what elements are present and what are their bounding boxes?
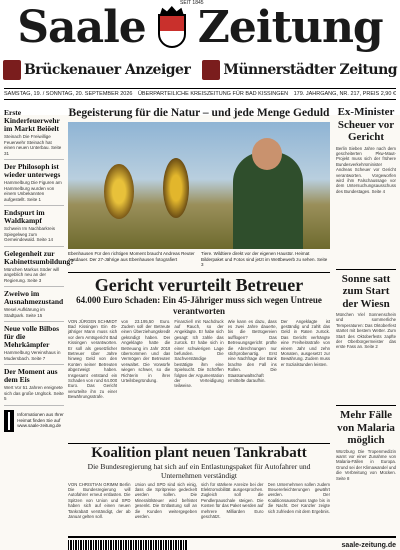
sub-masthead-1-name: Brückenauer Anzeiger (23, 62, 191, 78)
teaser-text: Schwein Im Nachbarkreis Spiegelweg zum Gemeindewald. Seite 14 (4, 226, 56, 242)
teaser-item[interactable] (4, 287, 64, 322)
teaser-item[interactable] (4, 160, 64, 206)
edition-issue: 179. JAHRGANG, NR. 217, PREIS 2,90 € (293, 91, 396, 97)
teaser-text: München Markus Söder will angeblich neu an der Regierung. Seite 3 (4, 266, 60, 283)
teaser-head: Endspurt im Waldkampf (4, 208, 45, 225)
left-column (4, 106, 75, 550)
article-column: Wie kann es dazu, dass es zwei Jahre dauerte, bis die Betrügereien aufflogen? Das Betreuungsgericht prüfte die Abrechnungen nur stichprobenartig. Erst eine Nachfrage der Bank brachte den Fall ins Rollen. Die Staatsanwaltschaft ermittelte daraufhin. (227, 318, 277, 383)
crest-icon (154, 6, 190, 50)
lead-article (68, 319, 330, 441)
teaser-item[interactable] (4, 206, 64, 247)
sub-masthead-2-name: Münnerstädter Zeitung (223, 62, 398, 78)
edition-info (4, 88, 396, 100)
second-headline[interactable]: Koalition plant neuen Tankrabatt (68, 443, 330, 462)
qr-code-icon (4, 410, 14, 432)
teaser-text: Wert Vor 51 Jahren ereignete sich das große Unglück. Seite 5 (4, 385, 64, 401)
lead-headline[interactable]: Gericht verurteilt Betreuer (68, 272, 330, 295)
building-icon (3, 60, 21, 80)
caption-right: Tiere. Wildtiere direkt vor der eigenen Haustür. Heimat Bilderpaket und Fotos sind jetzt im Wettbewerb zu sehen. Seite 3 (201, 251, 328, 267)
article-column: Finanziell mit Nachdruck auf Rauch, so der Angeklagte. Er habe sich gesagt: Ich zahle das zurück. Er habe sich in einer schwierigen Lage befunden. Die Sachverständige bestätigte ihm eine Spielsucht. Die Schöffen folgten der Argumentation der Verteidigung teilweise. (174, 318, 224, 389)
teaser-text: Hammelburg Die Figuren am Hammelburg wurden von einem Unbekannten aufgestellt. Seite 1 (4, 180, 62, 202)
teaser-text: Steinach Die Freiwillige Feuerwehr Steinach hat einen neuen Unterbau. Seite 31 (4, 134, 62, 156)
main-column (68, 106, 330, 548)
article-column: von 23.195,50 Euro. Zudem soll der Betreute einen Überziehungskredit gekündigt haben. Der Angeklagte hatte die Betreuung im Jahr 2019 übernommen und das Vermögen der Betreuten verwaltet. Die Vorwürfe wiegen schwer, so die Richterin in ihrer Urteilsbegründung. (121, 318, 171, 383)
title-right: Zeitung (197, 2, 383, 53)
teaser-head: Neue volle Bilbos für die Mehrkämpfer (4, 324, 60, 349)
article-column: Union und SPD sind sich einig, dass die Spritpreise gedeckelt werden sollen. Die Mineralölsteuer wird befristet gesenkt. Die Entlastung soll an die Kunden weitergegeben werden. (134, 481, 197, 519)
article-column: VON JÜRGEN SCHMIDT Bad Kissingen Ein 45-jähriger Mann muss sich vor dem Amtsgericht Bad Kissingen verantworten. Er soll als gesetzlicher Betreuer über Jahre hinweg Geld von den Konten seiner Betreuten abgezweigt haben. Insgesamt entstand ein Schaden von rund 64.000 Euro. Das Gericht verurteilte ihn zu einer Bewährungsstrafe. (68, 318, 118, 400)
right-headline-2[interactable]: Sonne satt zum Start der Wiesn (341, 272, 391, 310)
right-column (336, 106, 396, 529)
sub-masthead-2 (202, 60, 397, 80)
title-left: Saale (17, 2, 146, 53)
second-subhead: Die Bundesregierung hat sich auf ein Entlastungspaket für Autofahrer und Unternehmen verständigt (87, 461, 311, 480)
divider (336, 269, 396, 270)
article-column: sich für stärkere Anreize bei der Elektromobilität ausgesprochen. Zugleich soll die Pendlerpauschale steigen. Die Kosten für das Paket werden auf mehrere Milliarden Euro geschätzt. (201, 481, 264, 519)
teaser-head: Gelegenheit zur Kabinettsumbildung? (4, 248, 75, 266)
teaser-text: Wesel Aufklärung im Stadtpark. Seite 15 (4, 307, 45, 318)
edition-region: ÜBERPARTEILICHE KREISZEITUNG FÜR BAD KISSINGEN (137, 91, 289, 97)
barcode-icon (68, 540, 188, 550)
teaser-item[interactable] (4, 365, 64, 406)
sunflower-icon (163, 158, 189, 218)
town-icon (202, 60, 220, 80)
teaser-text: Hammelburg Vereinshaus in Mudersbach. Seite 7 (4, 350, 61, 361)
teaser-head: Zweiwo im Ausnahmezustand (4, 289, 64, 306)
photographer-head (252, 138, 282, 170)
sunflower-icon (104, 164, 134, 219)
teaser-head: Der Philosoph ist wieder unterwegs (4, 162, 61, 179)
crest-motto: SEIT 1845 (180, 0, 204, 6)
qr-text: Informationen aus Ihrer Heimat finden Sie auf www.saale-zeitung.de (17, 412, 64, 429)
divider (336, 405, 396, 406)
footer (68, 536, 396, 550)
teaser-head: Der Moment aus dem Eis (4, 367, 58, 384)
edition-date: SAMSTAG, 19. / SONNTAG, 20. SEPTEMBER 2026 (4, 91, 133, 97)
teaser-item[interactable] (4, 247, 75, 288)
photo-caption (68, 251, 330, 268)
right-text-1: Berlin Sieben Jahre nach dem gescheiterten Pkw-Maut-Projekt muss sich der frühere Bundesverkehrsminister Andreas Scheuer vor Gericht verantworten. Vorgeworfen wird ihm Falschaussage vor dem Untersuchungsausschuss des Bundestages. Seite 4 (336, 145, 396, 194)
teaser-item[interactable] (4, 106, 64, 160)
article-column: Der Angeklagte ist geständig und zahlt das Geld in Raten zurück. Das Gericht verhängte eine Freiheitsstrafe von einem Jahr und zehn Monaten, ausgesetzt zur Bewährung. Zudem muss er Sozialstunden leisten. (280, 318, 331, 367)
sub-masthead-1 (3, 60, 190, 80)
right-text-3: Würzburg Die Tropenmedizin warnt vor einer Zunahme von Malaria-Fällen in Europa. Grund sei der Klimawandel und die Verbreitung von Mücken. Seite 8 (336, 448, 396, 481)
right-text-2: München Viel Sonnenschein und sommerliche Temperaturen: Das Oktoberfest startet mit bestem Wetter. Zum Start des Oktoberfests zapfte der Oberbürgermeister das erste Fass an. Seite 2 (336, 312, 396, 350)
sub-mastheads (0, 58, 400, 82)
feature-headline[interactable]: Begeisterung für die Natur – und jede Menge Geduld (68, 107, 330, 119)
caption-left: Ebenhausen Für den richtigen Moment braucht Andreas Reuter Ausdauer. Der 27-Jährige aus Ebenhausen fotografiert (68, 251, 195, 262)
site-link[interactable]: saale-zeitung.de (341, 541, 396, 549)
teaser-head: Erste Kinderfeuerwehr im Markt Beiöelt (4, 108, 60, 133)
right-headline-3[interactable]: Mehr Fälle von Malaria möglich (337, 409, 395, 446)
qr-box[interactable] (4, 410, 64, 432)
teaser-item[interactable] (4, 322, 64, 365)
right-headline-1[interactable]: Ex-Minister Scheuer vor Gericht (337, 106, 395, 143)
lead-subhead: 64.000 Euro Schaden: Ein 45-Jähriger muss sich wegen Untreue verantworten (76, 294, 322, 316)
feature-photo (68, 122, 330, 249)
article-column: Den Unternehmen sollen zudem Steuererleichterungen gewährt werden. Der Koalitionsausschuss tagte bis in die Nacht. Der Kanzler zeigte sich zufrieden mit dem Ergebnis. (267, 481, 330, 514)
masthead (0, 0, 400, 115)
article-column: VON CHRISTIAN GRIMM Berlin Die Bundesregierung will Autofahrer erneut entlasten. Die Spitzen von Union und SPD haben sich auf einen neuen Tankrabatt verständigt, der ab Januar gelten soll. (68, 481, 131, 519)
